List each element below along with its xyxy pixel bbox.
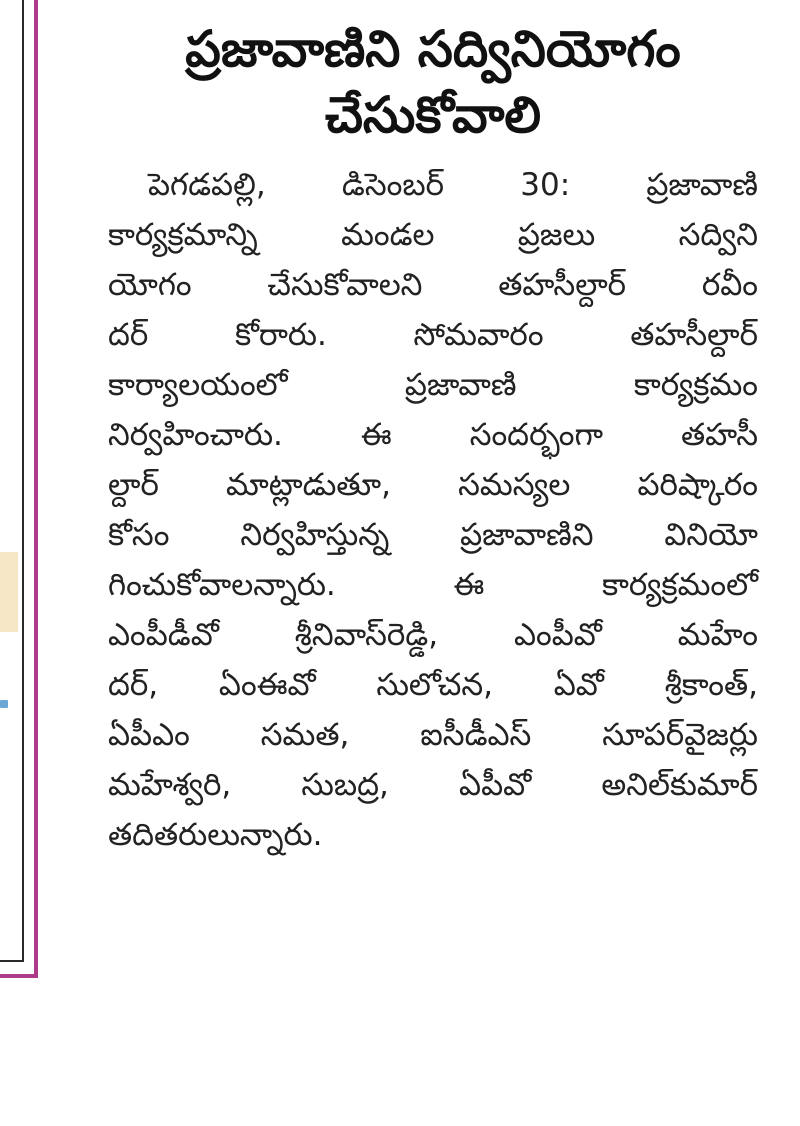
body-line: పెగడపల్లి, డిసెంబర్ 30: ప్రజావాణి <box>148 167 758 203</box>
body-line: దర్ కోరారు. సోమవారం తహసీల్దార్ <box>108 317 758 353</box>
news-article <box>108 0 758 860</box>
article-headline <box>108 0 758 148</box>
body-line: దర్, ఏంఈవో సులోచన, ఏవో శ్రీకాంత్, <box>108 667 758 703</box>
body-line: ల్దార్ మాట్లాడుతూ, సమస్యల పరిష్కారం <box>108 467 758 503</box>
article-body <box>108 160 758 860</box>
headline-line-2: చేసుకోవాలి <box>324 86 542 144</box>
body-line: నిర్వహించారు. ఈ సందర్భంగా తహసీ <box>108 417 758 453</box>
body-line: గించుకోవాలన్నారు. ఈ కార్యక్రమంలో <box>108 567 758 603</box>
body-line: యోగం చేసుకోవాలని తహసీల్దార్ రవీం <box>108 267 758 303</box>
body-line: తదితరులున్నారు. <box>108 817 323 853</box>
adjacent-column-tint <box>0 552 18 632</box>
body-line: కోసం నిర్వహిస్తున్న ప్రజావాణిని వినియో <box>108 517 758 553</box>
adjacent-column-mark <box>0 700 8 708</box>
headline-line-1: ప్రజావాణిని సద్వినియోగం <box>185 20 681 78</box>
body-line: మహేశ్వరి, సుబద్ర, ఏపీవో అనిల్‌కుమార్ <box>108 767 758 803</box>
body-line: కార్యాలయంలో ప్రజావాణి కార్యక్రమం <box>108 367 758 403</box>
body-line: కార్యక్రమాన్ని మండల ప్రజలు సద్విని <box>108 217 758 253</box>
body-line: ఏపీఎం సమత, ఐసీడీఎస్ సూపర్‌వైజర్లు <box>108 717 758 753</box>
body-line: ఎంపీడీవో శ్రీనివాస్‌రెడ్డి, ఎంపీవో మహేం <box>108 617 758 653</box>
adjacent-column-border-inner <box>0 0 24 962</box>
